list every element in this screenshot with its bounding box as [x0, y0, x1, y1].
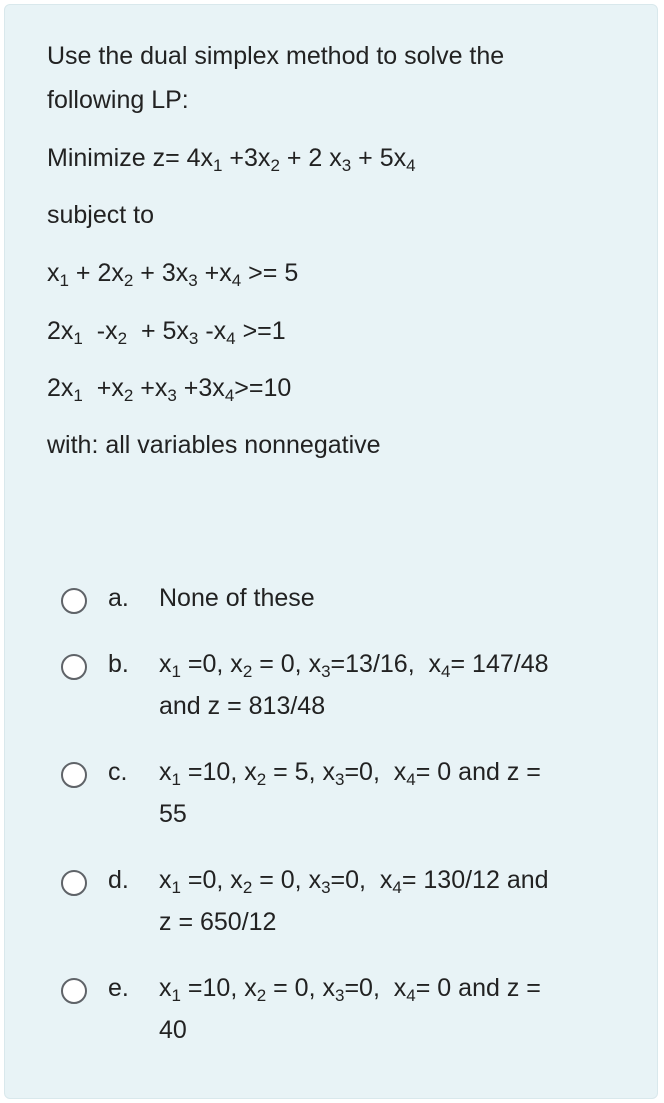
option-e-text-line1: $x_1 =10$, $x_2 = 0$, $x_3=0$, $x_4= 0$ and z =	[159, 974, 541, 1005]
option-b-text-line2: and z = 813/48	[159, 692, 326, 720]
option-a-letter: a.	[108, 584, 129, 612]
option-c-radio[interactable]	[61, 762, 87, 788]
option-d-text-line2: z = 650/12	[159, 908, 277, 936]
constraint-2: $2x_1$ $-x_2 + 5x_3$ $-x_4 >=1$	[47, 317, 286, 348]
question-intro-line2: following LP:	[47, 86, 189, 114]
option-d-radio[interactable]	[61, 870, 87, 896]
option-a-radio[interactable]	[61, 588, 87, 614]
subject-to-label: subject to	[47, 201, 155, 229]
option-e-radio[interactable]	[61, 978, 87, 1004]
option-b-radio[interactable]	[61, 654, 87, 680]
option-c-text-line2: 55	[159, 800, 187, 828]
question-card	[4, 4, 658, 1099]
option-b-letter: b.	[108, 650, 129, 678]
option-b-text-line1: $x_1 =0$, $x_2 = 0$, $x_3=13/16$, $x_4= 147/48$	[159, 650, 549, 681]
option-e-letter: e.	[108, 974, 129, 1002]
option-d-text-line1: $x_1 =0$, $x_2 = 0$, $x_3=0$, $x_4= 130/12$ and	[159, 866, 549, 897]
objective-function: Minimize $z= 4x_1 +3x_2 + 2$ $x_3 + 5x_4$	[47, 144, 416, 175]
constraint-3: $2x_1 +x_2 +x_3 +3x_4>=10$	[47, 374, 292, 405]
option-a-text: None of these	[159, 584, 315, 612]
option-d-letter: d.	[108, 866, 129, 894]
nonnegativity-note: with: all variables nonnegative	[47, 431, 381, 459]
option-c-letter: c.	[108, 758, 128, 786]
constraint-1: $x_1 + 2x_2 + 3x_3 +x_4 >= 5$	[47, 259, 299, 290]
question-intro-line1: Use the dual simplex method to solve the	[47, 42, 505, 70]
option-c-text-line1: $x_1 =10$, $x_2 = 5$, $x_3=0$, $x_4= 0$ and z =	[159, 758, 541, 789]
option-e-text-line2: 40	[159, 1016, 187, 1044]
